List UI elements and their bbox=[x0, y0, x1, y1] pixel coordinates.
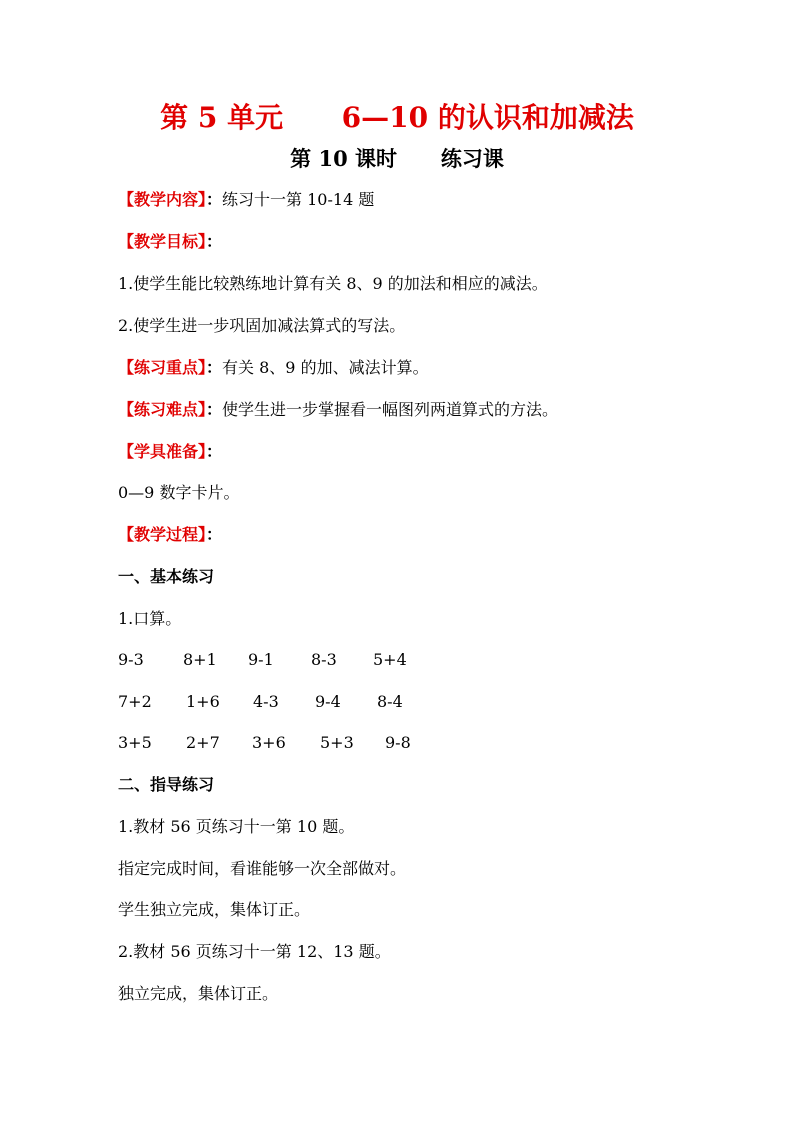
practice-focus-sep: ： bbox=[206, 358, 223, 377]
teaching-process-label: 【教学过程】 bbox=[118, 525, 207, 544]
practice-difficulty-sep: ： bbox=[206, 400, 223, 419]
section1-heading: 一、基本练习 bbox=[118, 567, 215, 586]
unit-title: 第 5 单元 6—10 的认识和加减法 bbox=[160, 101, 634, 134]
materials-sep: ： bbox=[206, 442, 223, 461]
teaching-goals-sep: ： bbox=[206, 232, 223, 251]
teaching-content-line bbox=[118, 188, 374, 212]
section2-line: 学生独立完成，集体订正。 bbox=[118, 900, 311, 919]
practice-difficulty-line bbox=[118, 398, 558, 422]
practice-difficulty-text: 使学生进一步掌握看一幅图列两道算式的方法。 bbox=[222, 400, 559, 419]
teaching-goals-label: 【教学目标】 bbox=[118, 232, 207, 251]
math-cell: 1+6 bbox=[186, 692, 220, 711]
math-cell: 8-3 bbox=[311, 650, 337, 669]
math-cell: 8+1 bbox=[183, 650, 217, 669]
teaching-content-text: 练习十一第 10-14 题 bbox=[222, 190, 375, 209]
math-cell: 3+5 bbox=[118, 733, 152, 752]
math-cell: 5+4 bbox=[373, 650, 407, 669]
math-cell: 9-8 bbox=[385, 733, 411, 752]
section2-line: 1.教材 56 页练习十一第 10 题。 bbox=[118, 817, 355, 836]
math-cell: 9-3 bbox=[118, 650, 144, 669]
practice-difficulty-label: 【练习难点】 bbox=[118, 400, 207, 419]
section2-line: 独立完成，集体订正。 bbox=[118, 984, 279, 1003]
practice-focus-label: 【练习重点】 bbox=[118, 358, 207, 377]
teaching-content-sep: ： bbox=[206, 190, 223, 209]
section1-item: 1.口算。 bbox=[118, 609, 182, 628]
math-cell: 5+3 bbox=[320, 733, 354, 752]
lesson-subtitle: 第 10 课时 练习课 bbox=[290, 146, 504, 171]
math-cell: 2+7 bbox=[186, 733, 220, 752]
goal-item-1: 1.使学生能比较熟练地计算有关 8、9 的加法和相应的减法。 bbox=[118, 274, 548, 293]
materials-text: 0—9 数字卡片。 bbox=[118, 483, 240, 502]
goal-item-2: 2.使学生进一步巩固加减法算式的写法。 bbox=[118, 316, 406, 335]
section2-line: 2.教材 56 页练习十一第 12、13 题。 bbox=[118, 942, 391, 961]
math-cell: 4-3 bbox=[253, 692, 279, 711]
teaching-goals-line bbox=[118, 230, 222, 254]
math-cell: 8-4 bbox=[377, 692, 403, 711]
math-cell: 7+2 bbox=[118, 692, 152, 711]
math-cell: 9-1 bbox=[248, 650, 274, 669]
practice-focus-text: 有关 8、9 的加、减法计算。 bbox=[222, 358, 429, 377]
teaching-process-sep: ： bbox=[206, 525, 223, 544]
section2-line: 指定完成时间，看谁能够一次全部做对。 bbox=[118, 859, 407, 878]
math-cell: 9-4 bbox=[315, 692, 341, 711]
teaching-process-line bbox=[118, 523, 222, 547]
teaching-content-label: 【教学内容】 bbox=[118, 190, 207, 209]
practice-focus-line bbox=[118, 356, 429, 380]
section2-heading: 二、指导练习 bbox=[118, 775, 215, 794]
materials-label: 【学具准备】 bbox=[118, 442, 207, 461]
math-cell: 3+6 bbox=[252, 733, 286, 752]
materials-line bbox=[118, 440, 222, 464]
